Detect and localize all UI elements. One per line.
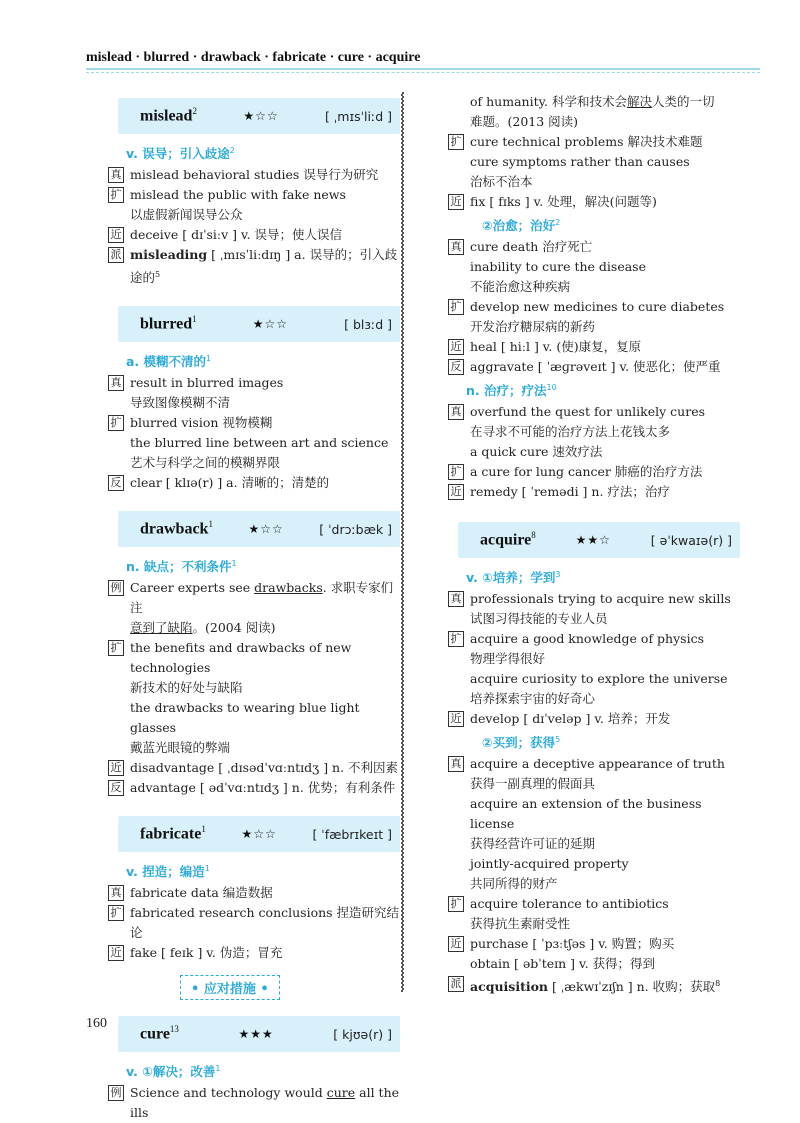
entry-line: [440, 237, 740, 257]
frequency-stars: ★☆☆: [248, 522, 284, 537]
entry-line: [100, 758, 400, 778]
sense-label: v. ①培养；学到$^3$: [466, 569, 561, 585]
label-tag: [448, 956, 464, 972]
column-divider-alt: [401, 92, 403, 992]
entry-line: [440, 482, 740, 502]
label-tag: [108, 435, 124, 451]
entry-line: [440, 132, 740, 152]
line-text: [ ˌmɪsˈliːdɪŋ ] a. 误导的；引入歧途的: [130, 247, 398, 286]
entry-line: [100, 738, 400, 758]
line-text: jointly-acquired property: [470, 856, 629, 871]
frequency-stars: ★☆☆: [241, 827, 277, 842]
line-text: disadvantage [ ˌdɪsədˈvɑːntɪdʒ ] n. 不利因素: [130, 760, 399, 776]
entry-card-fabricate: [118, 816, 400, 852]
tag-example: 例: [108, 580, 124, 596]
entry-line: 派 misleading [ ˌmɪsˈliːdɪŋ ] a. 误导的；引入歧途的$^5$: [100, 245, 400, 288]
header-rule-dashed: [86, 72, 760, 73]
label-tag: [108, 680, 124, 696]
label-tag: 扩: [108, 905, 124, 921]
line-text: 获得一副真理的假面具: [470, 776, 596, 791]
entry-card-drawback: [118, 511, 400, 547]
sense-label: ②买到；获得$^5$: [482, 734, 561, 750]
entry-line: [100, 883, 400, 903]
entry-line: [440, 954, 740, 974]
running-header: mislead · blurred · drawback · fabricate · cure · acquire: [86, 50, 421, 65]
entry-card-blurred: [118, 306, 400, 342]
label-tag: [108, 207, 124, 223]
line-text: 不能治愈这种疾病: [470, 279, 571, 294]
line-text: fabricated research conclusions 捏造研究结论: [130, 905, 400, 941]
derived-word: acquisition: [470, 979, 549, 995]
line-text: cure death 治疗死亡: [470, 239, 593, 254]
line-text: obtain [ əbˈteɪn ] v. 获得；得到: [470, 956, 656, 971]
entry-line: [100, 185, 400, 205]
label-tag: 反: [108, 780, 124, 796]
frequency-stars: ★★★: [238, 1027, 274, 1042]
derived-word: misleading: [130, 247, 208, 262]
entry-line: [440, 834, 740, 854]
label-tag: 派: [448, 976, 464, 992]
left-column: [100, 90, 400, 1123]
label-tag: 扩: [108, 640, 124, 656]
rows-acquire-2: [440, 754, 740, 997]
page-number: 160: [86, 1016, 107, 1031]
label-tag: [448, 259, 464, 275]
line-text: 共同所得的财产: [470, 876, 558, 891]
entry-line: [100, 943, 400, 963]
line-text: a quick cure 速效疗法: [470, 444, 603, 459]
entry-line: [440, 794, 740, 834]
phonetic: [ blɜːd ]: [344, 316, 392, 332]
line-text: [ ˌækwɪˈzɪʃn ] n. 收购；获取: [548, 979, 716, 995]
line-text: 试图习得技能的专业人员: [470, 611, 608, 626]
entry-line: [440, 874, 740, 894]
entry-line: [440, 934, 740, 954]
entry-line: [440, 609, 740, 629]
entry-line: [100, 638, 400, 678]
sense-label: n. 治疗；疗法$^{10}$: [466, 382, 557, 398]
entry-line: [440, 914, 740, 934]
rows-blurred: [100, 373, 400, 493]
entry-line: [100, 373, 400, 393]
line-text: remedy [ ˈremədi ] n. 疗法；治疗: [470, 484, 670, 499]
entry-line: [100, 678, 400, 698]
entry-line: [100, 393, 400, 413]
line-text: 物理学得很好: [470, 651, 546, 666]
entry-line: [440, 317, 740, 337]
right-column: [440, 92, 740, 997]
entry-line: [440, 422, 740, 442]
headword: mislead$^2$: [140, 106, 197, 125]
label-tag: [448, 856, 464, 872]
line-text: professionals trying to acquire new skills: [470, 591, 731, 606]
entry-line: [440, 357, 740, 377]
rows-cure-1: [440, 132, 740, 212]
label-tag: 扩: [448, 896, 464, 912]
line-text: acquire an extension of the business license: [470, 796, 702, 831]
line-text: fix [ fɪks ] v. 处理，解决(问题等): [470, 194, 657, 209]
label-tag: 近: [448, 484, 464, 500]
line-text: 新技术的好处与缺陷: [130, 680, 243, 696]
entry-line: [440, 589, 740, 609]
label-tag: 近: [108, 227, 124, 243]
label-tag: [448, 796, 464, 812]
rows-mislead: [100, 165, 400, 288]
rows-fabricate: [100, 883, 400, 963]
phonetic: [ əˈkwaɪə(r) ]: [650, 532, 732, 548]
label-tag: 真: [108, 375, 124, 391]
entry-line: [440, 172, 740, 192]
headword: acquire$^8$: [480, 530, 536, 549]
frequency-stars: ★☆☆: [252, 317, 289, 332]
line-text: cure technical problems 解决技术难题: [470, 134, 703, 149]
line-text: acquire tolerance to antibiotics: [470, 896, 669, 911]
line-text: 导致图像模糊不清: [130, 395, 231, 411]
label-tag: 扩: [448, 134, 464, 150]
line-text: advantage [ ədˈvɑːntɪdʒ ] n. 优势；有利条件: [130, 780, 396, 796]
entry-line: [100, 165, 400, 185]
section-heading-strategy: • 应对措施 •: [180, 975, 280, 1000]
entry-line: [440, 629, 740, 649]
label-tag: 派: [108, 247, 124, 263]
entry-line: [440, 774, 740, 794]
label-tag: [108, 395, 124, 411]
line-text: 获得经营许可证的延期: [470, 836, 596, 851]
line-text: the blurred line between art and science: [130, 435, 389, 451]
sense-label: ②治愈；治好$^2$: [482, 217, 561, 233]
entry-line: [440, 277, 740, 297]
line-text: heal [ hiːl ] v. (使)康复，复原: [470, 339, 642, 354]
rows-cure-3: [440, 402, 740, 502]
sense-label: v. 捏造；编造$^1$: [126, 864, 210, 880]
label-tag: [448, 319, 464, 335]
headword: cure$^{13}$: [140, 1024, 179, 1043]
entry-card-cure: [118, 1016, 400, 1052]
line-text: inability to cure the disease: [470, 259, 646, 274]
line-text: deceive [ dɪˈsiːv ] v. 误导；使人误信: [130, 227, 343, 242]
entry-card-acquire: [458, 522, 740, 558]
entry-line: [100, 698, 400, 738]
sense-label: v. ①解决；改善$^1$: [126, 1064, 221, 1080]
label-tag: 真: [108, 885, 124, 901]
entry-line: [440, 192, 740, 212]
label-tag: 近: [108, 760, 124, 776]
label-tag: 近: [448, 711, 464, 727]
entry-line: [440, 689, 740, 709]
entry-line: [440, 709, 740, 729]
label-tag: [448, 836, 464, 852]
label-tag: [448, 651, 464, 667]
label-tag: 扩: [108, 415, 124, 431]
line-text: 治标不治本: [470, 174, 533, 189]
entry-line: [100, 433, 400, 453]
line-text: 获得抗生素耐受性: [470, 916, 571, 931]
label-tag: 反: [448, 359, 464, 375]
phonetic: [ ˈdrɔːbæk ]: [319, 521, 392, 537]
rows-cure-2: [440, 237, 740, 377]
header-rule: [86, 68, 760, 70]
line-text: the benefits and drawbacks of new technologies: [130, 640, 352, 676]
line-text: cure symptoms rather than causes: [470, 154, 690, 169]
line-text: mislead behavioral studies 误导行为研究: [130, 167, 379, 182]
example-row: 例 Science and technology would cure all the ills: [100, 1083, 400, 1123]
entry-line: [100, 225, 400, 245]
label-tag: 扩: [108, 187, 124, 203]
entry-line: [100, 473, 400, 493]
line-text: fabricate data 编造数据: [130, 885, 273, 901]
entry-line: [440, 854, 740, 874]
entry-line: [440, 894, 740, 914]
headword: fabricate$^1$: [140, 824, 206, 843]
entry-line: [440, 297, 740, 317]
frequency-stars: ★★☆: [575, 533, 611, 547]
example-continuation: of humanity. 科学和技术会解决人类的一切: [470, 94, 715, 109]
line-text: clear [ klɪə(r) ] a. 清晰的；清楚的: [130, 475, 330, 491]
label-tag: 扩: [448, 464, 464, 480]
entry-line: [440, 649, 740, 669]
frequency-stars: ★☆☆: [243, 109, 279, 123]
label-tag: 扩: [448, 631, 464, 647]
label-tag: 反: [108, 475, 124, 491]
entry-line: [100, 778, 400, 798]
label-tag: [108, 740, 124, 756]
line-text: blurred vision 视物模糊: [130, 415, 273, 431]
example-translation: 意到了缺陷。(2004 阅读): [130, 620, 276, 636]
label-tag: 近: [448, 339, 464, 355]
headword: drawback$^1$: [140, 519, 213, 538]
label-tag: 真: [448, 404, 464, 420]
label-tag: [448, 671, 464, 687]
entry-line: [100, 903, 400, 943]
phonetic: [ kjʊə(r) ]: [333, 1026, 392, 1042]
label-tag: 真: [448, 239, 464, 255]
label-tag: [108, 455, 124, 471]
entry-line: [440, 152, 740, 172]
label-tag: [448, 174, 464, 190]
line-text: develop new medicines to cure diabetes: [470, 299, 725, 314]
sense-label: v. 误导；引入歧途$^2$: [126, 145, 235, 161]
entry-line: [440, 754, 740, 774]
line-text: 在寻求不可能的治疗方法上花钱太多: [470, 424, 671, 439]
line-text: a cure for lung cancer 肺癌的治疗方法: [470, 464, 703, 479]
label-tag: [448, 776, 464, 792]
line-text: develop [ dɪˈveləp ] v. 培养；开发: [470, 711, 671, 726]
label-tag: 近: [448, 194, 464, 210]
line-text: acquire a deceptive appearance of truth: [470, 756, 725, 771]
line-text: overfund the quest for unlikely cures: [470, 404, 706, 419]
entry-line: [440, 337, 740, 357]
line-text: 以虚假新闻误导公众: [130, 207, 243, 222]
label-tag: [448, 424, 464, 440]
label-tag: [448, 154, 464, 170]
line-text: fake [ feɪk ] v. 伪造；冒充: [130, 945, 283, 961]
rows-drawback: [100, 638, 400, 798]
label-tag: [448, 444, 464, 460]
entry-line: [100, 205, 400, 225]
headword: blurred$^1$: [140, 314, 197, 333]
entry-line: [440, 402, 740, 422]
label-tag: [108, 700, 124, 716]
entry-card-mislead: [118, 98, 400, 134]
line-text: purchase [ ˈpɜːtʃəs ] v. 购置；购买: [470, 936, 675, 951]
line-text: acquire curiosity to explore the universe: [470, 671, 728, 686]
line-text: aggravate [ ˈæɡrəveɪt ] v. 使恶化；使严重: [470, 359, 721, 374]
tag-example: 例: [108, 1085, 124, 1101]
label-tag: 真: [108, 167, 124, 183]
entry-line: [440, 462, 740, 482]
sense-label: n. 缺点；不利条件$^1$: [126, 559, 237, 575]
entry-line: [440, 257, 740, 277]
phonetic: [ ˌmɪsˈliːd ]: [324, 108, 392, 124]
label-tag: [448, 611, 464, 627]
label-tag: [448, 691, 464, 707]
rows-acquire-1: [440, 589, 740, 729]
line-text: acquire a good knowledge of physics: [470, 631, 704, 646]
entry-line: [440, 669, 740, 689]
line-text: 开发治疗糖尿病的新药: [470, 319, 596, 334]
entry-line: [100, 413, 400, 433]
line-text: 培养探索宇宙的好奇心: [470, 691, 596, 706]
label-tag: 近: [448, 936, 464, 952]
example-row: 例 Career experts see drawbacks. 求职专家们注: [100, 578, 400, 618]
line-text: 戴蓝光眼镜的弊端: [130, 740, 231, 756]
sense-label: a. 模糊不清的$^1$: [126, 354, 212, 370]
line-text: mislead the public with fake news: [130, 187, 346, 202]
phonetic: [ ˈfæbrɪkeɪt ]: [312, 826, 392, 842]
line-text: result in blurred images: [130, 375, 284, 391]
line-text: 艺术与科学之间的模糊界限: [130, 455, 281, 471]
example-continuation: 难题。(2013 阅读): [470, 114, 579, 129]
label-tag: 真: [448, 756, 464, 772]
entry-line: [100, 453, 400, 473]
label-tag: 真: [448, 591, 464, 607]
label-tag: [448, 876, 464, 892]
entry-line: [440, 442, 740, 462]
entry-line: 派 acquisition [ ˌækwɪˈzɪʃn ] n. 收购；获取$^8$: [440, 974, 740, 997]
label-tag: [448, 916, 464, 932]
line-text: the drawbacks to wearing blue light glasses: [130, 700, 360, 736]
label-tag: [448, 279, 464, 295]
label-tag: 扩: [448, 299, 464, 315]
label-tag: 近: [108, 945, 124, 961]
